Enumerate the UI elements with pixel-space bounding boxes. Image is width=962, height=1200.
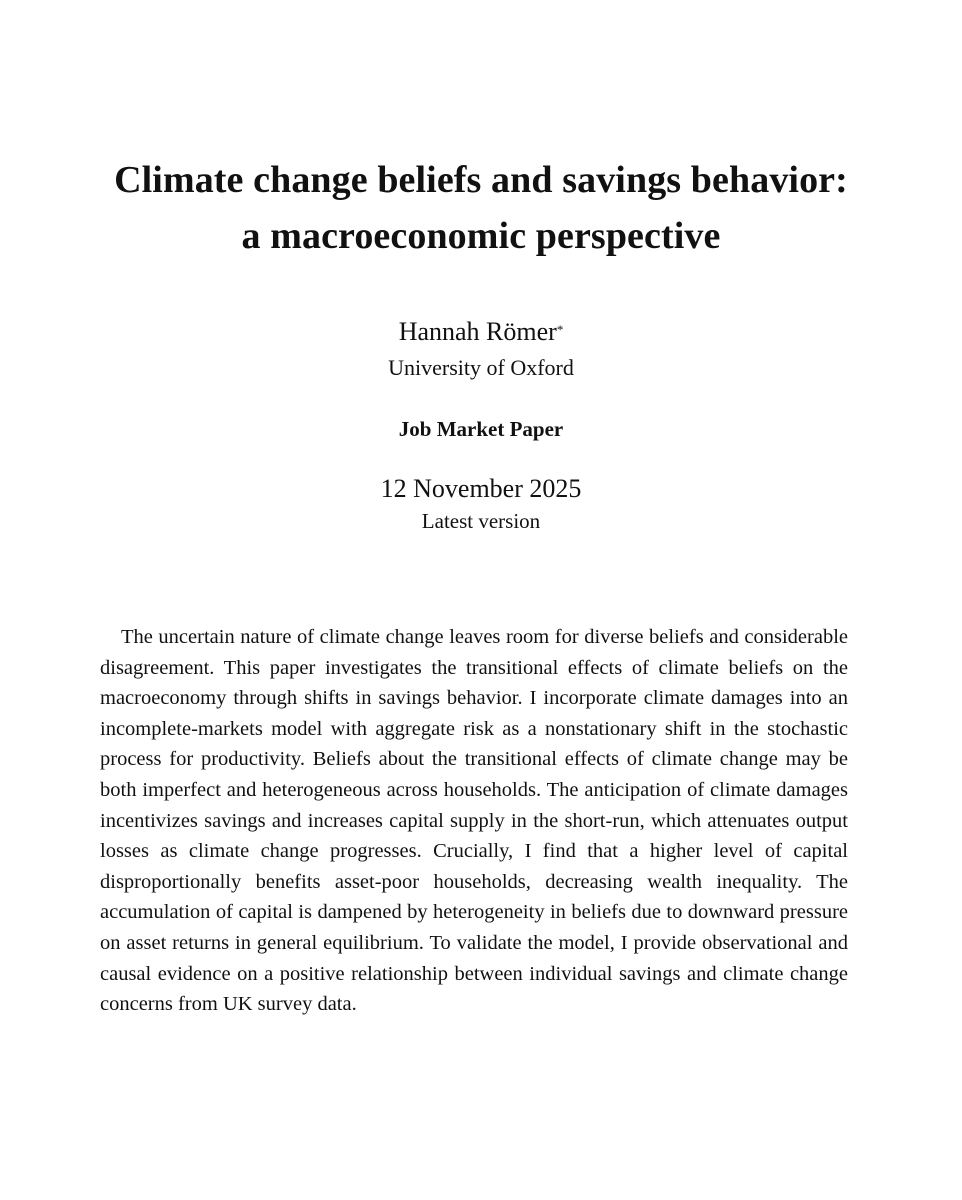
paper-version-note: Latest version	[421, 509, 541, 533]
paper-date: 12 November 2025	[380, 474, 582, 503]
author-affiliation: University of Oxford	[388, 355, 574, 380]
paper-type-label: Job Market Paper	[398, 417, 564, 441]
author-line	[0, 314, 962, 350]
author-footnote-mark: *	[556, 322, 564, 337]
paper-title-line-1: Climate change beliefs and savings behavior:	[114, 159, 848, 201]
paper-title-line-2: a macroeconomic perspective	[241, 215, 721, 257]
author-name: Hannah Römer	[398, 317, 557, 346]
paper-title	[40, 152, 922, 264]
abstract-text: The uncertain nature of climate change leaves room for diverse beliefs and considerable disagreement. This paper investigates the transitional effects of climate beliefs on the macroeconomy through shifts in savings behavior. I incorporate climate damages into an incomplete-markets model with aggregate risk as a nonstationary shift in the stochastic process for productivity. Beliefs about the transitional effects of climate change may be both imperfect and heterogeneous across households. The anticipation of climate damages incentivizes savings and increases capital supply in the short-run, which attenuates output losses as climate change progresses. Crucially, I find that a higher level of capital disproportionally benefits asset-poor households, decreasing wealth inequality. The accumulation of capital is dampened by heterogeneity in beliefs due to downward pressure on asset returns in general equilibrium. To validate the model, I provide observational and causal evidence on a positive relationship between individual savings and climate change concerns from UK survey data.	[100, 626, 848, 1016]
